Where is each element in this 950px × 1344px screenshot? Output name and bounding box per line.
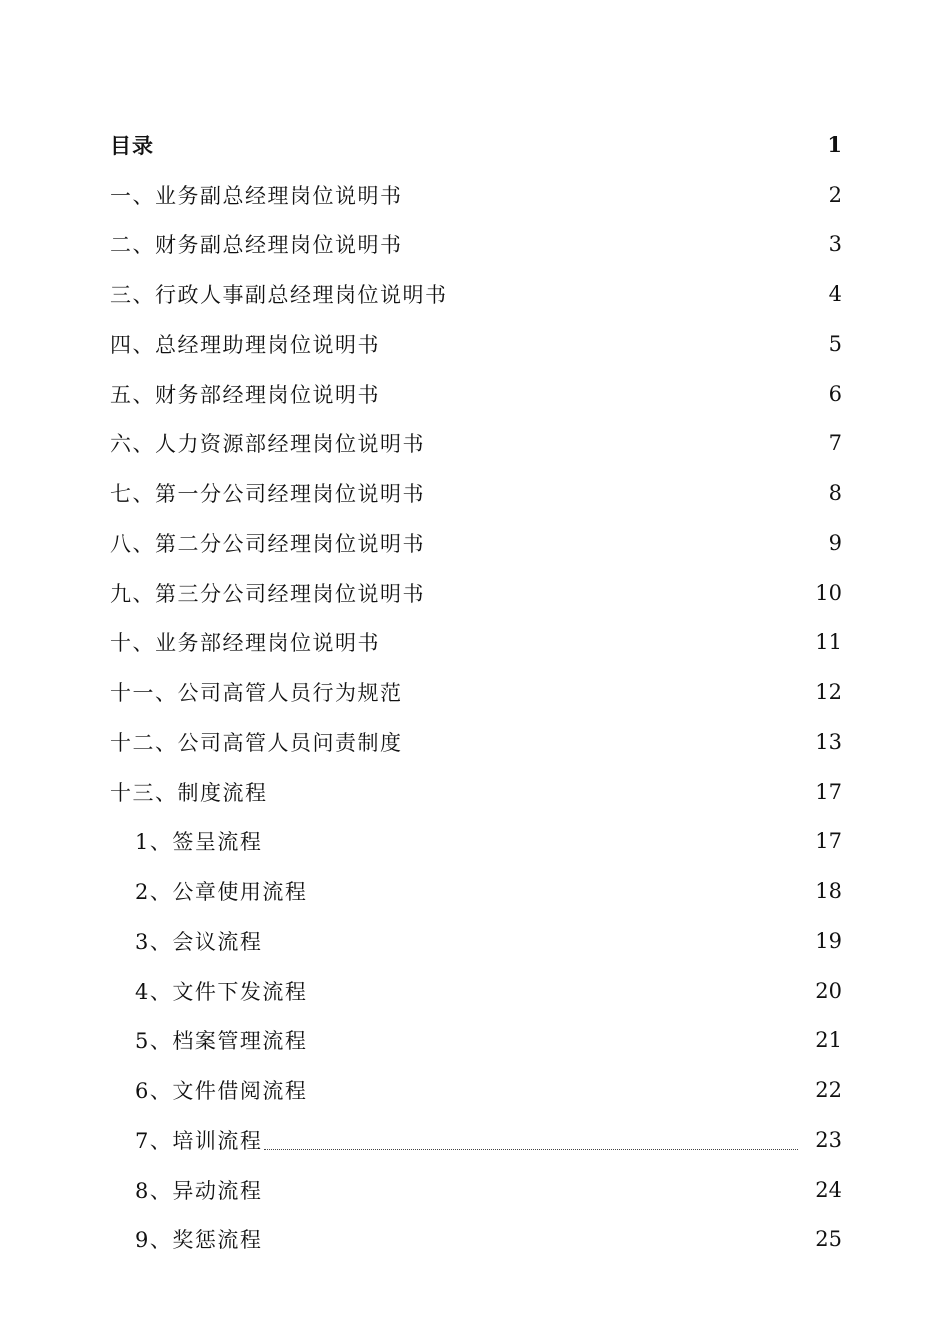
toc-entry[interactable] bbox=[110, 618, 842, 668]
toc-subentry[interactable] bbox=[110, 1016, 842, 1066]
toc-leader bbox=[382, 651, 798, 652]
toc-leader bbox=[427, 452, 798, 453]
toc-entry[interactable] bbox=[110, 717, 842, 767]
table-of-contents bbox=[110, 120, 842, 1264]
toc-page-number: 23 bbox=[815, 1127, 842, 1152]
toc-leader bbox=[156, 153, 798, 154]
toc-page-number: 25 bbox=[815, 1227, 842, 1252]
toc-page-number: 9 bbox=[828, 530, 842, 555]
toc-subentry[interactable] bbox=[110, 1115, 842, 1165]
toc-leader-dotted bbox=[264, 1148, 798, 1150]
toc-entry[interactable] bbox=[110, 319, 842, 369]
toc-subentry[interactable] bbox=[110, 866, 842, 916]
toc-subentry[interactable] bbox=[110, 817, 842, 867]
toc-page-number: 7 bbox=[828, 431, 842, 456]
toc-entry-label: 5、档案管理流程 bbox=[135, 1029, 308, 1054]
toc-page-number: 10 bbox=[815, 580, 842, 605]
toc-leader bbox=[427, 502, 798, 503]
toc-entry[interactable] bbox=[110, 419, 842, 469]
toc-page-number: 1 bbox=[827, 132, 842, 158]
toc-entry-label: 三、行政人事副总经理岗位说明书 bbox=[110, 283, 448, 308]
toc-page-number: 22 bbox=[815, 1078, 842, 1103]
toc-entry[interactable] bbox=[110, 518, 842, 568]
toc-page-number: 20 bbox=[815, 978, 842, 1003]
toc-leader bbox=[264, 1198, 798, 1199]
toc-entry-label: 十二、公司高管人员问责制度 bbox=[110, 730, 403, 755]
toc-entry-label: 7、培训流程 bbox=[135, 1128, 263, 1153]
toc-entry-label: 四、总经理助理岗位说明书 bbox=[110, 332, 380, 357]
toc-page-number: 18 bbox=[815, 879, 842, 904]
toc-entry[interactable] bbox=[110, 468, 842, 518]
toc-entry[interactable] bbox=[110, 667, 842, 717]
toc-subentry[interactable] bbox=[110, 916, 842, 966]
toc-subentry[interactable] bbox=[110, 1215, 842, 1265]
toc-leader bbox=[405, 203, 799, 204]
toc-page-number: 2 bbox=[828, 182, 842, 207]
toc-leader bbox=[264, 850, 798, 851]
toc-entry-label: 五、财务部经理岗位说明书 bbox=[110, 382, 380, 407]
toc-entry[interactable] bbox=[110, 269, 842, 319]
toc-page-number: 21 bbox=[815, 1028, 842, 1053]
toc-leader bbox=[264, 949, 798, 950]
toc-page-number: 17 bbox=[815, 779, 842, 804]
toc-leader bbox=[427, 551, 798, 552]
toc-page-number: 17 bbox=[815, 829, 842, 854]
toc-leader bbox=[382, 402, 798, 403]
toc-page-number: 6 bbox=[828, 381, 842, 406]
toc-page-number: 13 bbox=[815, 729, 842, 754]
toc-leader bbox=[405, 701, 799, 702]
toc-subentry[interactable] bbox=[110, 966, 842, 1016]
toc-entry-label: 九、第三分公司经理岗位说明书 bbox=[110, 581, 425, 606]
toc-entry-label: 十三、制度流程 bbox=[110, 780, 268, 805]
toc-entry-label: 6、文件借阅流程 bbox=[135, 1079, 308, 1104]
toc-page-number: 3 bbox=[828, 232, 842, 257]
toc-entry-label: 2、公章使用流程 bbox=[135, 880, 308, 905]
toc-entry-label: 十一、公司高管人员行为规范 bbox=[110, 681, 403, 706]
toc-entry[interactable] bbox=[110, 170, 842, 220]
toc-entry-label: 六、人力资源部经理岗位说明书 bbox=[110, 432, 425, 457]
toc-leader bbox=[405, 253, 799, 254]
toc-leader bbox=[450, 303, 799, 304]
toc-leader bbox=[264, 1248, 798, 1249]
toc-page-number: 11 bbox=[815, 630, 842, 655]
toc-page-number: 4 bbox=[828, 282, 842, 307]
toc-leader bbox=[309, 1049, 798, 1050]
toc-entry-label: 二、财务副总经理岗位说明书 bbox=[110, 233, 403, 258]
toc-page-number: 5 bbox=[828, 331, 842, 356]
toc-entry-label: 八、第二分公司经理岗位说明书 bbox=[110, 531, 425, 556]
toc-page-number: 19 bbox=[815, 928, 842, 953]
toc-leader bbox=[270, 800, 799, 801]
toc-entry[interactable] bbox=[110, 767, 842, 817]
toc-entry-label: 七、第一分公司经理岗位说明书 bbox=[110, 482, 425, 507]
toc-subentry[interactable] bbox=[110, 1065, 842, 1115]
toc-page-number: 8 bbox=[828, 481, 842, 506]
toc-leader bbox=[309, 900, 798, 901]
toc-leader bbox=[382, 352, 798, 353]
toc-leader bbox=[309, 1099, 798, 1100]
toc-entry-label: 1、签呈流程 bbox=[135, 830, 263, 855]
toc-page-number: 24 bbox=[815, 1177, 842, 1202]
toc-entry[interactable] bbox=[110, 220, 842, 270]
toc-title: 目录 bbox=[110, 132, 154, 158]
toc-entry-label: 一、业务副总经理岗位说明书 bbox=[110, 183, 403, 208]
toc-entry-label: 3、会议流程 bbox=[135, 929, 263, 954]
toc-leader bbox=[405, 750, 799, 751]
toc-entry-label: 十、业务部经理岗位说明书 bbox=[110, 631, 380, 656]
toc-page-number: 12 bbox=[815, 680, 842, 705]
toc-leader bbox=[427, 601, 798, 602]
toc-entry-label: 8、异动流程 bbox=[135, 1178, 263, 1203]
toc-subentry[interactable] bbox=[110, 1165, 842, 1215]
toc-entry[interactable] bbox=[110, 568, 842, 618]
toc-entry[interactable] bbox=[110, 369, 842, 419]
toc-leader bbox=[309, 999, 798, 1000]
toc-entry-label: 9、奖惩流程 bbox=[135, 1228, 263, 1253]
toc-title-row bbox=[110, 120, 842, 170]
toc-entry-label: 4、文件下发流程 bbox=[135, 979, 308, 1004]
